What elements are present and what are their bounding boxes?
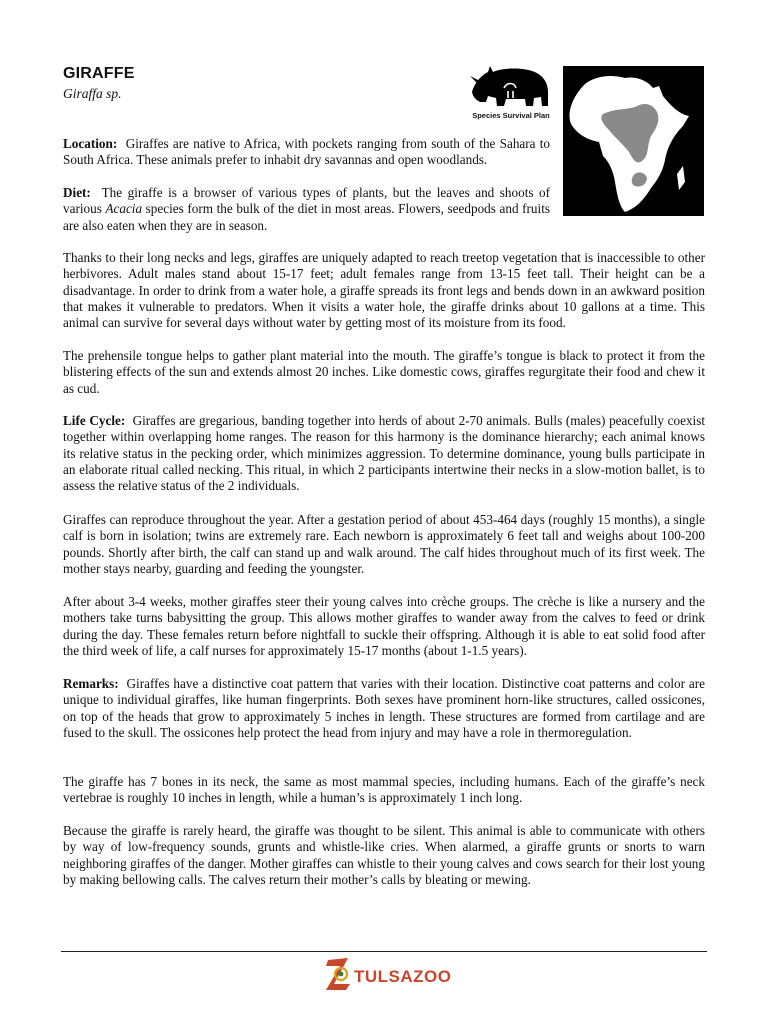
species-survival-plan-logo (464, 62, 558, 124)
life-cycle-label: Life Cycle: (63, 413, 126, 428)
diet-italic-genus: Acacia (105, 201, 143, 217)
remarks-paragraph (63, 676, 705, 741)
life-cycle-text: Giraffes are gregarious, banding together into herds of about 2-70 animals. Bulls (males) peacefully coexist together within overlapping home ranges. The reason for this harmony is the dominance hierarchy; each animal knows its relative status in the pecking order, which minimizes aggression. To determine dominance, young bulls participate in an elaborate ritual called necking. This ritual, in which 2 participants intertwine their necks in a slow-motion ballet, is to assess the relative status of the 2 individuals. (63, 413, 706, 494)
life-cycle-paragraph (63, 413, 705, 494)
zoo-emblem-icon (322, 954, 354, 994)
life-cycle-paragraph-2: Giraffes can reproduce throughout the year. After a gestation period of about 453-464 days (roughly 15 months), a single calf is born in isolation; twins are extremely rare. Each newborn is approximately 6 feet tall and weighs about 100-200 pounds. Shortly after birth, the calf can stand up and walk around. The calf hides throughout much of its first week. The mother stays nearby, guarding and feeding the youngster. (63, 512, 705, 576)
ssp-caption: Species Survival Plan (472, 111, 550, 120)
footer-divider (61, 951, 707, 952)
location-text: Giraffes are native to Africa, with pockets ranging from south of the Sahara to South Africa. These animals prefer to inhabit dry savannas and open woodlands. (63, 136, 551, 168)
diet-label: Diet: (63, 185, 91, 200)
remarks-paragraph-2: The giraffe has 7 bones in its neck, the same as most mammal species, including humans. Each of the giraffe’s neck vertebrae is roughly 10 inches in length, while a human’s is approximately 1 inch long. (63, 774, 705, 806)
location-label: Location: (63, 136, 118, 151)
tulsa-zoo-logo (322, 954, 452, 994)
location-paragraph (63, 136, 550, 169)
tulsa-zoo-wordmark: TULSAZOO (354, 967, 452, 986)
remarks-label: Remarks: (63, 676, 119, 691)
rhino-icon (464, 62, 558, 112)
africa-range-map (563, 66, 704, 216)
remarks-paragraph-3: Because the giraffe is rarely heard, the giraffe was thought to be silent. This animal is able to communicate with others by way of low-frequency sounds, grunts and whistle-like cries. When alarmed, a giraffe grunts or snorts to warn neighboring giraffes of the danger. Mother giraffes can whistle to their young calves and cows search for their lost young by making bellowing calls. The calves return their mother’s calls by bleating or mewing. (63, 823, 705, 887)
page-title: GIRAFFE (63, 65, 135, 82)
diet-paragraph-2: Thanks to their long necks and legs, giraffes are uniquely adapted to reach treetop vegetation that is inaccessible to other herbivores. Adult males stand about 15-17 feet; adult females range from 13-15 feet tall. Their height can be a disadvantage. In order to drink from a water hole, a giraffe spreads its front legs and bends down in an awkward position that makes it vulnerable to predators. When it visits a water hole, the giraffe drinks about 10 gallons at a time. This animal can survive for several days without water by getting most of its moisture from its food. (63, 250, 705, 331)
diet-text-after: species form the bulk of the diet in most areas. Flowers, seedpods and fruits are also eaten when they are in season. (63, 201, 550, 233)
diet-paragraph (63, 185, 550, 234)
life-cycle-paragraph-3: After about 3-4 weeks, mother giraffes steer their young calves into crèche groups. The crèche is like a nursery and the mothers take turns babysitting the group. This allows mother giraffes to wander away from the calves to feed or drink during the day. These females return before nightfall to suckle their offspring. Although it is able to eat solid food after the third week of life, a calf nurses for approximately 15-17 months (about 1-1.5 years). (63, 594, 705, 658)
diet-text-before: The giraffe is a browser of various types of plants, but the leaves and shoots of various (63, 185, 550, 217)
scientific-name: Giraffa sp. (63, 86, 122, 101)
diet-paragraph-3: The prehensile tongue helps to gather plant material into the mouth. The giraffe’s tongue is black to protect it from the blistering effects of the sun and extends almost 20 inches. Like domestic cows, giraffes regurgitate their food and chew it as cud. (63, 348, 705, 396)
remarks-text: Giraffes have a distinctive coat pattern that varies with their location. Distinctive coat patterns and color are unique to individual giraffes, like human fingerprints. Both sexes have prominent horn-like structures, called ossicones, on top of the heads that grow to approximately 5 inches in length. These structures are formed from cartilage and are fused to the skull. The ossicones help protect the head from injury and may have a role in thermoregulation. (63, 676, 705, 740)
